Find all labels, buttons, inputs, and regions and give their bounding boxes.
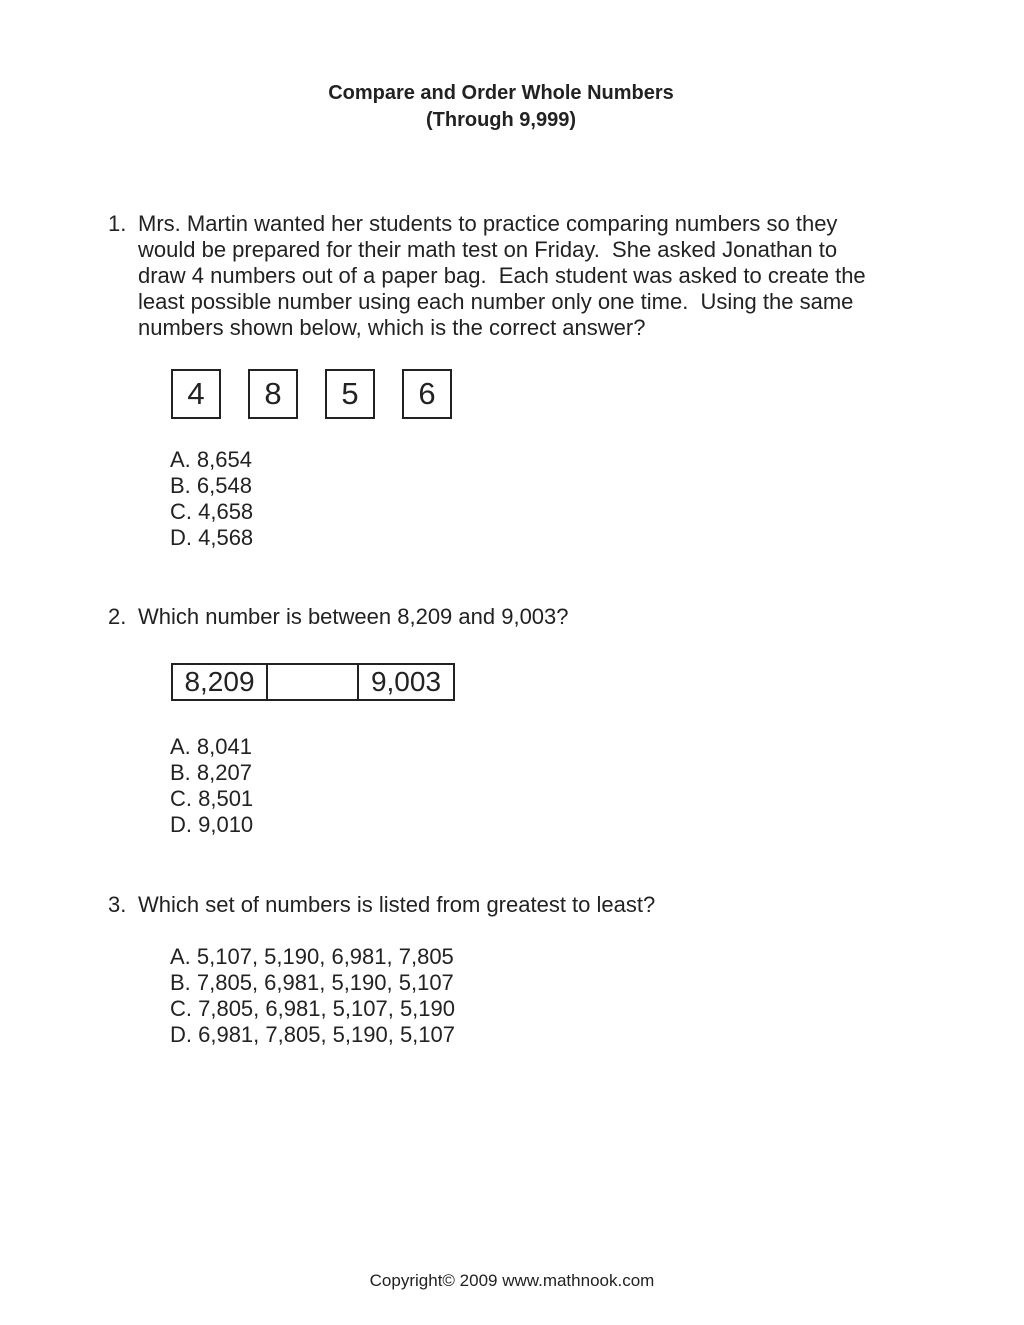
digit-card-1: 4 [171, 369, 221, 419]
question-1-line-2: would be prepared for their math test on Friday. She asked Jonathan to [138, 237, 838, 262]
page-title: Compare and Order Whole Numbers [328, 82, 674, 104]
copyright-footer: Copyright© 2009 www.mathnook.com [369, 1271, 655, 1290]
question-3-choice-b: B. 7,805, 6,981, 5,190, 5,107 [170, 970, 454, 995]
question-3-text [138, 892, 938, 918]
question-2-choices [170, 734, 253, 838]
range-high-value: 9,003 [370, 666, 442, 697]
question-1-text [138, 211, 938, 341]
question-1-line-4: least possible number using each number only one time. Using the same [138, 289, 854, 314]
digit-card-4: 6 [402, 369, 452, 419]
question-1-choice-a: A. 8,654 [170, 447, 252, 472]
question-3-choice-a: A. 5,107, 5,190, 6,981, 7,805 [170, 944, 454, 969]
question-2-choice-a: A. 8,041 [170, 734, 252, 759]
digit-card-3: 5 [325, 369, 375, 419]
digit-card-2: 8 [248, 369, 298, 419]
question-2-text [138, 604, 938, 630]
question-1-line-3: draw 4 numbers out of a paper bag. Each student was asked to create the [138, 263, 866, 288]
question-1-line-5: numbers shown below, which is the correct answer? [138, 315, 646, 340]
question-1-choice-b: B. 6,548 [170, 473, 252, 498]
question-2-line-1: Which number is between 8,209 and 9,003? [138, 604, 569, 629]
question-1-line-1: Mrs. Martin wanted her students to practice comparing numbers so they [138, 211, 838, 236]
range-low-value: 8,209 [173, 665, 268, 699]
question-1-choices [170, 447, 253, 551]
question-3-choice-c: C. 7,805, 6,981, 5,107, 5,190 [170, 996, 456, 1021]
question-3-choices [170, 944, 455, 1048]
question-1-number: 1. [108, 211, 127, 236]
question-3-number: 3. [108, 892, 127, 917]
range-blank-cell [268, 665, 359, 699]
number-range-box [171, 663, 455, 701]
question-3-choice-d: D. 6,981, 7,805, 5,190, 5,107 [170, 1022, 456, 1047]
question-2-choice-c: C. 8,501 [170, 786, 254, 811]
question-2-choice-d: D. 9,010 [170, 812, 254, 837]
question-1-choice-d: D. 4,568 [170, 525, 254, 550]
question-2-choice-b: B. 8,207 [170, 760, 252, 785]
question-1-choice-c: C. 4,658 [170, 499, 254, 524]
page-subtitle: (Through 9,999) [425, 109, 576, 131]
question-2-number: 2. [108, 604, 127, 629]
question-3-line-1: Which set of numbers is listed from greatest to least? [138, 892, 656, 917]
